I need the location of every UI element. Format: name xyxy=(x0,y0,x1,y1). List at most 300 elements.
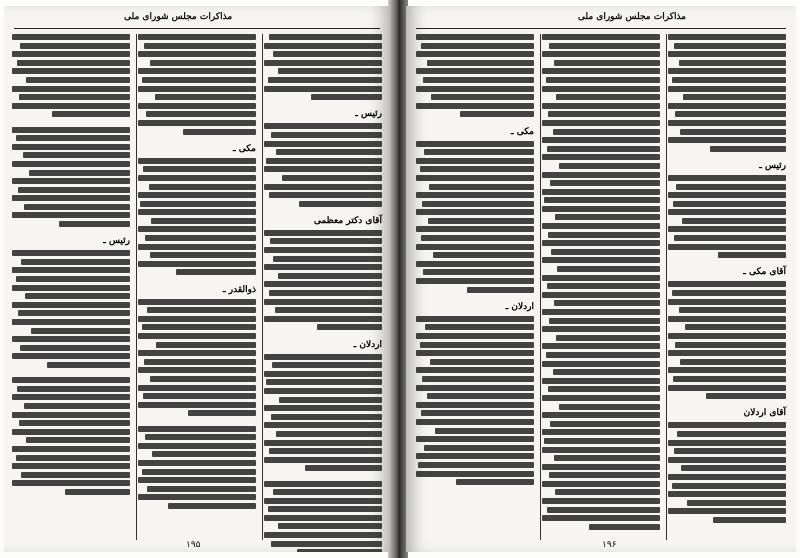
book-gutter xyxy=(388,0,408,558)
text-line xyxy=(12,267,130,273)
text-line xyxy=(275,307,382,313)
text-line xyxy=(18,310,130,316)
left-heading-4: مکی ـ xyxy=(232,143,256,154)
text-line xyxy=(547,146,660,152)
text-line xyxy=(551,249,660,255)
text-line xyxy=(674,43,786,49)
text-line xyxy=(138,192,256,198)
text-line xyxy=(550,421,660,427)
text-line xyxy=(138,120,256,126)
text-line xyxy=(416,34,534,40)
text-line xyxy=(282,175,382,181)
text-line xyxy=(138,385,256,391)
text-line xyxy=(589,524,660,530)
text-line xyxy=(138,226,256,232)
text-line xyxy=(12,302,130,308)
text-line xyxy=(305,465,382,471)
text-line xyxy=(542,498,660,504)
text-line xyxy=(547,283,660,289)
text-line xyxy=(17,60,130,66)
text-line xyxy=(542,189,660,195)
text-line xyxy=(423,77,534,83)
right-page-column-1 xyxy=(668,34,786,540)
text-line xyxy=(264,333,382,337)
text-line xyxy=(542,120,660,126)
text-line xyxy=(548,386,660,392)
text-line xyxy=(672,290,786,296)
text-line xyxy=(17,386,130,392)
text-line xyxy=(713,517,786,523)
text-line xyxy=(12,144,130,150)
text-line xyxy=(138,278,256,282)
text-line xyxy=(668,457,786,463)
text-line xyxy=(421,410,534,416)
text-line xyxy=(142,324,256,330)
text-line xyxy=(264,481,382,487)
text-line xyxy=(264,371,382,377)
text-line xyxy=(668,192,786,198)
text-line xyxy=(273,51,382,57)
text-line xyxy=(278,273,382,279)
text-line xyxy=(668,474,786,480)
text-line xyxy=(416,278,534,284)
text-line xyxy=(12,86,130,92)
text-line xyxy=(542,172,660,178)
text-line xyxy=(138,244,256,250)
text-line xyxy=(12,68,130,74)
text-line xyxy=(542,395,660,401)
text-line xyxy=(559,163,660,169)
text-line xyxy=(12,353,130,359)
text-line xyxy=(138,460,256,466)
text-line xyxy=(668,385,786,391)
text-line xyxy=(418,462,534,468)
text-line xyxy=(416,453,534,459)
text-line xyxy=(138,137,256,141)
text-line xyxy=(416,295,534,299)
text-line xyxy=(264,86,382,92)
left-heading-5: ذوالقدر ـ xyxy=(223,284,256,295)
text-line xyxy=(264,184,382,190)
text-line xyxy=(673,376,786,382)
column-rule xyxy=(540,34,541,540)
text-line xyxy=(269,34,382,40)
text-line xyxy=(143,166,256,172)
text-line xyxy=(155,94,256,100)
text-line xyxy=(138,426,256,432)
text-line xyxy=(668,281,786,287)
text-line xyxy=(311,94,382,100)
text-line xyxy=(12,480,130,486)
right-heading-4: مکی ـ xyxy=(510,126,534,137)
text-line xyxy=(706,393,786,399)
text-line xyxy=(138,316,256,322)
text-line xyxy=(12,319,130,325)
text-line xyxy=(140,201,256,207)
text-line xyxy=(544,438,660,444)
text-line xyxy=(542,412,660,418)
text-line xyxy=(416,402,534,408)
text-line xyxy=(12,103,130,109)
text-line xyxy=(271,541,382,547)
text-line xyxy=(279,397,382,403)
text-line xyxy=(264,209,382,213)
text-line xyxy=(266,158,382,164)
text-line xyxy=(271,414,382,420)
text-line xyxy=(427,60,534,66)
text-line xyxy=(556,335,660,341)
text-line xyxy=(269,290,382,296)
text-line xyxy=(435,428,534,434)
text-line xyxy=(145,434,256,440)
text-line xyxy=(12,34,130,40)
text-line xyxy=(16,276,130,282)
text-line xyxy=(12,336,130,342)
text-line xyxy=(542,240,660,246)
text-line xyxy=(150,376,256,382)
text-line xyxy=(542,68,660,74)
text-line xyxy=(542,51,660,57)
text-line xyxy=(547,507,660,513)
text-line xyxy=(150,60,256,66)
text-line xyxy=(423,269,534,275)
text-line xyxy=(138,51,256,57)
text-line xyxy=(264,457,382,463)
text-line xyxy=(12,230,130,234)
text-line xyxy=(681,465,786,471)
text-line xyxy=(668,316,786,322)
text-line xyxy=(297,549,382,552)
text-line xyxy=(138,86,256,92)
text-line xyxy=(550,180,660,186)
text-line xyxy=(548,232,660,238)
text-line xyxy=(668,402,786,406)
left-page-column-3 xyxy=(12,34,130,540)
text-line xyxy=(12,412,130,418)
text-line xyxy=(138,103,256,109)
text-line xyxy=(21,259,130,265)
text-line xyxy=(683,94,786,100)
text-line xyxy=(145,235,256,241)
text-line xyxy=(668,333,786,339)
text-line xyxy=(668,137,786,143)
left-heading-2: آقای دکتر معظمی xyxy=(313,215,382,226)
text-line xyxy=(151,218,256,224)
left-page-header: مذاکرات مجلس شورای ملی xyxy=(124,12,233,22)
text-line xyxy=(559,404,660,410)
text-line xyxy=(273,489,382,495)
text-line xyxy=(16,135,130,141)
text-line xyxy=(682,218,786,224)
text-line xyxy=(12,377,130,383)
text-line xyxy=(548,111,660,117)
text-line xyxy=(416,209,534,215)
text-line xyxy=(542,154,660,160)
text-line xyxy=(668,261,786,265)
text-line xyxy=(138,175,256,181)
text-line xyxy=(65,489,130,495)
text-line xyxy=(264,230,382,236)
text-line xyxy=(12,463,130,469)
text-line xyxy=(264,264,382,270)
text-line xyxy=(23,152,130,158)
text-line xyxy=(420,342,534,348)
text-line xyxy=(544,197,660,203)
text-line xyxy=(542,206,660,212)
text-line xyxy=(542,447,660,453)
text-line xyxy=(138,68,256,74)
text-line xyxy=(542,257,660,263)
text-line xyxy=(264,532,382,538)
text-line xyxy=(188,410,256,416)
text-line xyxy=(12,285,130,291)
text-line xyxy=(264,43,382,49)
text-line xyxy=(24,403,130,409)
text-line xyxy=(687,500,786,506)
text-line xyxy=(675,342,786,348)
text-line xyxy=(12,429,130,435)
text-line xyxy=(542,86,660,92)
text-line xyxy=(264,103,382,107)
text-line xyxy=(24,204,130,210)
text-line xyxy=(266,379,382,385)
left-page-number: ۱۹۵ xyxy=(186,540,201,550)
left-heading-3: اردلان ـ xyxy=(353,339,382,350)
text-line xyxy=(12,371,130,375)
header-rule xyxy=(14,28,380,29)
text-line xyxy=(264,299,382,305)
text-line xyxy=(542,343,660,349)
text-line xyxy=(264,405,382,411)
text-line xyxy=(138,367,256,373)
text-line xyxy=(542,481,660,487)
text-line xyxy=(542,34,660,40)
text-line xyxy=(270,238,382,244)
text-line xyxy=(668,350,786,356)
text-line xyxy=(12,195,130,201)
text-line xyxy=(416,261,534,267)
text-line xyxy=(299,201,382,207)
text-line xyxy=(264,354,382,360)
text-line xyxy=(21,472,130,478)
text-line xyxy=(668,103,786,109)
column-rule xyxy=(666,34,667,540)
text-line xyxy=(416,68,534,74)
text-line xyxy=(549,43,660,49)
text-line xyxy=(264,388,382,394)
text-line xyxy=(416,192,534,198)
text-line xyxy=(556,94,660,100)
text-line xyxy=(156,342,256,348)
text-line xyxy=(718,252,786,258)
text-line xyxy=(542,223,660,229)
text-line xyxy=(416,350,534,356)
text-line xyxy=(424,149,534,155)
text-line xyxy=(422,201,534,207)
text-line xyxy=(685,324,786,330)
text-line xyxy=(416,226,534,232)
text-line xyxy=(668,367,786,373)
text-line xyxy=(668,120,786,126)
text-line xyxy=(176,269,256,275)
text-line xyxy=(25,293,130,299)
right-heading-1: رئیس ـ xyxy=(759,160,786,171)
text-line xyxy=(673,201,786,207)
text-line xyxy=(542,515,660,521)
text-line xyxy=(668,34,786,40)
text-line xyxy=(542,361,660,367)
text-line xyxy=(668,491,786,497)
text-line xyxy=(422,376,534,382)
text-line xyxy=(421,235,534,241)
text-line xyxy=(668,299,786,305)
text-line xyxy=(264,60,382,66)
text-line xyxy=(555,489,660,495)
text-line xyxy=(542,429,660,435)
text-line xyxy=(152,451,256,457)
text-line xyxy=(674,235,786,241)
text-line xyxy=(12,178,130,184)
text-line xyxy=(272,362,382,368)
text-line xyxy=(677,431,786,437)
text-line xyxy=(264,515,382,521)
text-line xyxy=(12,212,130,218)
text-line xyxy=(147,486,256,492)
text-line xyxy=(668,226,786,232)
text-line xyxy=(278,68,382,74)
text-line xyxy=(542,378,660,384)
text-line xyxy=(433,252,534,258)
text-line xyxy=(276,431,382,437)
text-line xyxy=(269,192,382,198)
text-line xyxy=(542,309,660,315)
text-line xyxy=(421,43,534,49)
text-line xyxy=(542,137,660,143)
text-line xyxy=(542,326,660,332)
text-line xyxy=(264,474,382,478)
text-line xyxy=(416,120,534,124)
text-line xyxy=(16,455,130,461)
text-line xyxy=(264,247,382,253)
text-line xyxy=(672,483,786,489)
left-heading-1: رئیس ـ xyxy=(355,109,382,120)
text-line xyxy=(268,506,382,512)
text-line xyxy=(264,166,382,172)
text-line xyxy=(20,43,130,49)
right-page-header: مذاکرات مجلس شورای ملی xyxy=(577,12,686,22)
text-line xyxy=(416,51,534,57)
text-line xyxy=(416,103,534,109)
text-line xyxy=(264,440,382,446)
text-line xyxy=(12,161,130,167)
text-line xyxy=(416,419,534,425)
header-rule xyxy=(416,28,786,29)
text-line xyxy=(668,209,786,215)
text-line xyxy=(12,127,130,133)
text-line xyxy=(20,345,130,351)
text-line xyxy=(430,359,534,365)
text-line xyxy=(710,146,786,152)
text-line xyxy=(12,394,130,400)
text-line xyxy=(264,141,382,147)
text-line xyxy=(18,187,130,193)
text-line xyxy=(143,393,256,399)
text-line xyxy=(26,77,130,83)
text-line xyxy=(146,111,256,117)
text-line xyxy=(549,472,660,478)
text-line xyxy=(147,307,256,313)
text-line xyxy=(183,129,256,135)
text-line xyxy=(680,129,786,135)
text-line xyxy=(416,175,534,181)
text-line xyxy=(264,316,382,322)
text-line xyxy=(553,129,660,135)
text-line xyxy=(416,86,534,92)
text-line xyxy=(668,422,786,428)
right-heading-3: آقای اردلان xyxy=(743,408,786,419)
text-line xyxy=(542,292,660,298)
text-line xyxy=(138,402,256,408)
text-line xyxy=(424,445,534,451)
text-line xyxy=(668,68,786,74)
text-line xyxy=(460,111,534,117)
right-page xyxy=(406,6,796,552)
text-line xyxy=(420,166,534,172)
text-line xyxy=(138,261,256,267)
text-line xyxy=(554,60,660,66)
text-line xyxy=(668,51,786,57)
right-page-column-3 xyxy=(416,34,534,540)
text-line xyxy=(542,464,660,470)
text-line xyxy=(680,359,786,365)
text-line xyxy=(19,420,130,426)
text-line xyxy=(674,448,786,454)
left-page xyxy=(4,6,390,552)
text-line xyxy=(168,503,257,509)
text-line xyxy=(679,307,786,313)
text-line xyxy=(557,266,660,272)
text-line xyxy=(264,422,382,428)
text-line xyxy=(668,508,786,514)
text-line xyxy=(553,369,660,375)
text-line xyxy=(138,419,256,423)
text-line xyxy=(264,498,382,504)
text-line xyxy=(668,244,786,250)
text-line xyxy=(12,446,130,452)
right-heading-2: آقای مکی ـ xyxy=(743,267,786,278)
text-line xyxy=(416,316,534,322)
text-line xyxy=(59,221,130,227)
text-line xyxy=(264,281,382,287)
text-line xyxy=(269,448,382,454)
text-line xyxy=(138,443,256,449)
text-line xyxy=(416,367,534,373)
text-line xyxy=(138,209,256,215)
text-line xyxy=(416,471,534,477)
text-line xyxy=(264,123,382,129)
text-line xyxy=(150,252,256,258)
text-line xyxy=(12,51,130,57)
text-line xyxy=(138,333,256,339)
text-line xyxy=(431,94,534,100)
text-line xyxy=(138,299,256,305)
text-line xyxy=(138,494,256,500)
text-line xyxy=(138,350,256,356)
text-line xyxy=(549,318,660,324)
text-line xyxy=(676,184,786,190)
right-page-number: ۱۹۶ xyxy=(602,540,617,550)
text-line xyxy=(555,214,660,220)
